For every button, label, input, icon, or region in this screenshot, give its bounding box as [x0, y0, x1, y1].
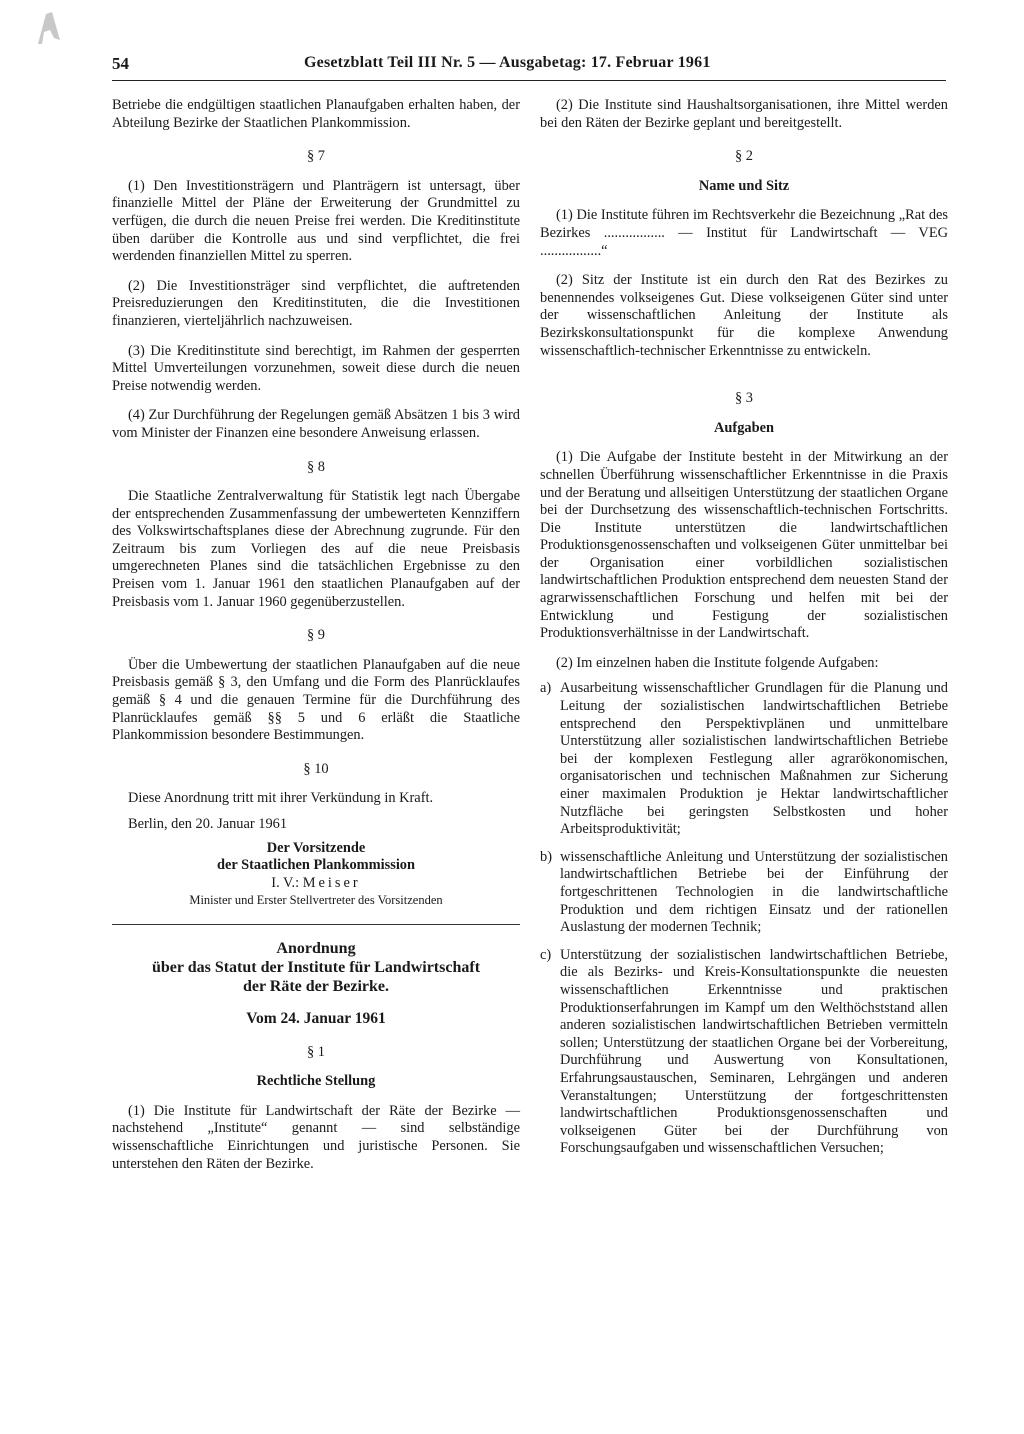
- ordinance-date: Vom 24. Januar 1961: [246, 1009, 386, 1027]
- ordinance-section-3-heading: Aufgaben: [714, 419, 774, 436]
- ordinance-section-1-number: § 1: [307, 1043, 325, 1060]
- ordinance-section-3-number: § 3: [735, 390, 753, 407]
- signature-name-line: [112, 875, 520, 893]
- list-item-c: [540, 947, 948, 1158]
- section-7-number: § 7: [307, 148, 325, 165]
- section-7-para-3: (3) Die Kreditinstitute sind berechtigt, im Rahmen der gesperrten Mittel Umverteilungen vorzunehmen, soweit diese durch die neuen Preise notwendig werden.: [112, 342, 520, 394]
- ordinance-section-2-heading: Name und Sitz: [698, 177, 790, 194]
- section-8-number: § 8: [307, 458, 325, 475]
- list-item-b: [540, 849, 948, 937]
- ordinance-section-3-para-2: (2) Im einzelnen haben die Institute folgende Aufgaben:: [556, 654, 879, 671]
- ordinance-section-2-para-1: (1) Die Institute führen im Rechtsverkehr die Bezeichnung „Rat des Bezirkes ................. — Institut für Landwirtschaft — VEG .................“: [540, 207, 948, 259]
- section-7-para-4: (4) Zur Durchführung der Regelungen gemäß Absätzen 1 bis 3 wird vom Minister der Finanzen eine besondere Anweisung erlassen.: [112, 407, 520, 441]
- ordinance-section-2-para-2: (2) Sitz der Institute ist ein durch den Rat des Bezirkes zu benennendes volkseigenes Gut. Diese volkseigenen Güter sind unter der wissenschaftlichen Anleitung der Institute als Bezirkskonsultationspunkt für die komplexe Anwendung wissenschaftlich-technischer Erkenntnisse zu entwickeln.: [540, 272, 948, 359]
- running-header: Gesetzblatt Teil III Nr. 5 — Ausgabetag: 17. Februar 1961: [304, 54, 711, 71]
- list-marker-a: a): [540, 680, 552, 697]
- signature-iv: I. V.:: [271, 874, 303, 891]
- ordinance-title-2: über das Statut der Institute für Landwirtschaft: [151, 958, 481, 976]
- ordinance-title-3: der Räte der Bezirke.: [242, 977, 390, 995]
- ordinance-section-1-para-1: (1) Die Institute für Landwirtschaft der Räte der Bezirke — nachstehend „Institute“ genannt — sind selbständige wissenschaftliche Einrichtungen und juristische Personen. Sie unterstehen den Räten der Bezirke.: [112, 1102, 520, 1172]
- section-10-text: Diese Anordnung tritt mit ihrer Verkündung in Kraft.: [128, 790, 434, 807]
- signature-name: Meiser: [302, 874, 361, 891]
- page-number: 54: [112, 54, 129, 73]
- ordinance-section-3-para-1: (1) Die Aufgabe der Institute besteht in der Mitwirkung an der schnellen Überführung wissenschaftlicher Erkenntnisse in die Praxis und der Beratung und allseitigen Unterstützung der staatlichen Organe bei der Durchsetzung des wissenschaftlich-technischen Fortschritts. Die Institute unterstützen die landwirtschaftlichen Produktionsgenossenschaften und volkseigenen Güter unmittelbar bei der Organisation einer vorbildlichen sozialistischen landwirtschaftlichen Produktion entsprechend dem neuesten Stand der agrarwissenschaftlichen Forschung und helfen mit bei der Entwicklung und Festigung der sozialistischen Produktionsverhältnisse in der Landwirtschaft.: [540, 449, 948, 642]
- left-column: [112, 97, 520, 1173]
- right-column: [540, 97, 948, 1168]
- list-marker-b: b): [540, 848, 552, 865]
- section-10-number: § 10: [303, 760, 329, 777]
- list-text-b: wissenschaftliche Anleitung und Unterstützung der sozialistischen landwirtschaftlichen Betriebe bei der Einführung der fortgeschrittenen Technologien in die landwirtschaftliche Produktion und dem richtigen Einsatz und der rationellen Auslastung der modernen Technik;: [560, 848, 948, 936]
- list-text-c: Unterstützung der sozialistischen landwirtschaftlichen Betriebe, die als Bezirks- und Kreis-Konsultationspunkte die neuesten wissenschaftlichen Erkenntnisse und praktischen Produktionserfahrungen im Kampf um den Welthöchststand allen anderen sozialistischen landwirtschaftlichen Betrieben vermitteln sollen; Unterstützung der staatlichen Organe bei der Vorbereitung, Durchführung und Auswertung von Konsultationen, Erfahrungsaustauschen, Seminaren, Lehrgängen und anderen Veranstaltungen; Unterstützung der fortgeschrittensten landwirtschaftlichen Produktionsgenossenschaften und volkseigenen Güter bei der Durchführung von Forschungsaufgaben und wissenschaftlichen Versuchen;: [560, 946, 948, 1157]
- place-date: Berlin, den 20. Januar 1961: [128, 816, 288, 832]
- paragraph-continuation: Betriebe die endgültigen staatlichen Planaufgaben erhalten haben, der Abteilung Bezirke der Staatlichen Plankommission.: [112, 97, 520, 131]
- section-8-text: Die Staatliche Zentralverwaltung für Statistik legt nach Übergabe der entsprechenden Zusammenfassung der umbewerteten Kennziffern des Volkswirtschaftsplanes diese der Abrechnung zugrunde. Für den Zeitraum bis zum Vorliegen des auf die neue Preisbasis umgerechneten Planes sind die tatsächlichen Ergebnisse zu den Preisen vom 1. Januar 1961 den staatlichen Planaufgaben auf der Preisbasis vom 1. Januar 1960 gegenüberzustellen.: [112, 488, 520, 610]
- section-9-number: § 9: [307, 627, 325, 644]
- section-divider: [112, 924, 520, 925]
- ordinance-section-2-number: § 2: [735, 148, 753, 165]
- corner-smudge: [30, 10, 68, 46]
- list-marker-c: c): [540, 946, 552, 963]
- section-7-para-2: (2) Die Investitionsträger sind verpflichtet, die auftretenden Preisreduzierungen den Kreditinstituten, die die Investitionen finanzieren, vierteljährlich nachzuweisen.: [112, 277, 520, 329]
- ordinance-section-1-heading: Rechtliche Stellung: [256, 1073, 376, 1090]
- ordinance-section-1-para-2: (2) Die Institute sind Haushaltsorganisationen, ihre Mittel werden bei den Räten der Bezirke geplant und bereitgestellt.: [540, 97, 948, 131]
- signature-title-2: der Staatlichen Plankommission: [216, 857, 416, 874]
- section-7-para-1: (1) Den Investitionsträgern und Planträgern ist untersagt, über finanzielle Mittel der Pläne der Erweiterung der Grundmittel zu verfügen, die durch die neuen Preise frei werden. Die Kreditinstitute üben darüber die Kontrolle aus und sind verpflichtet, die frei werdenden finanziellen Mittel zu sperren.: [112, 177, 520, 265]
- list-item-a: [540, 680, 948, 838]
- ordinance-title-1: Anordnung: [276, 939, 356, 957]
- list-text-a: Ausarbeitung wissenschaftlicher Grundlagen für die Planung und Leitung der sozialistischen landwirtschaftlichen Betriebe entsprechend den Perspektivplänen und unmittelbare Unterstützung aller sozialistischen landwirtschaftlichen Betriebe bei der komplexen Festlegung aller agrarökonomischen, organisatorischen und technischen Maßnahmen zur Sicherung einer maximalen Produktion je Hektar landwirtschaftlicher Nutzfläche bei geringsten Selbstkosten und hoher Arbeitsproduktivität;: [560, 680, 948, 838]
- header-rule: [112, 80, 946, 81]
- section-9-text: Über die Umbewertung der staatlichen Planaufgaben auf die neue Preisbasis gemäß § 3, den Umfang und die Form des Planrücklaufes gemäß § 4 und die genauen Termine für die Durchführung des Planrücklaufes gemäß §§ 5 und 6 erläßt die Staatliche Plankommission besondere Bestimmungen.: [112, 656, 520, 744]
- signature-role: Minister und Erster Stellvertreter des Vorsitzenden: [189, 893, 443, 908]
- signature-title-1: Der Vorsitzende: [266, 839, 366, 856]
